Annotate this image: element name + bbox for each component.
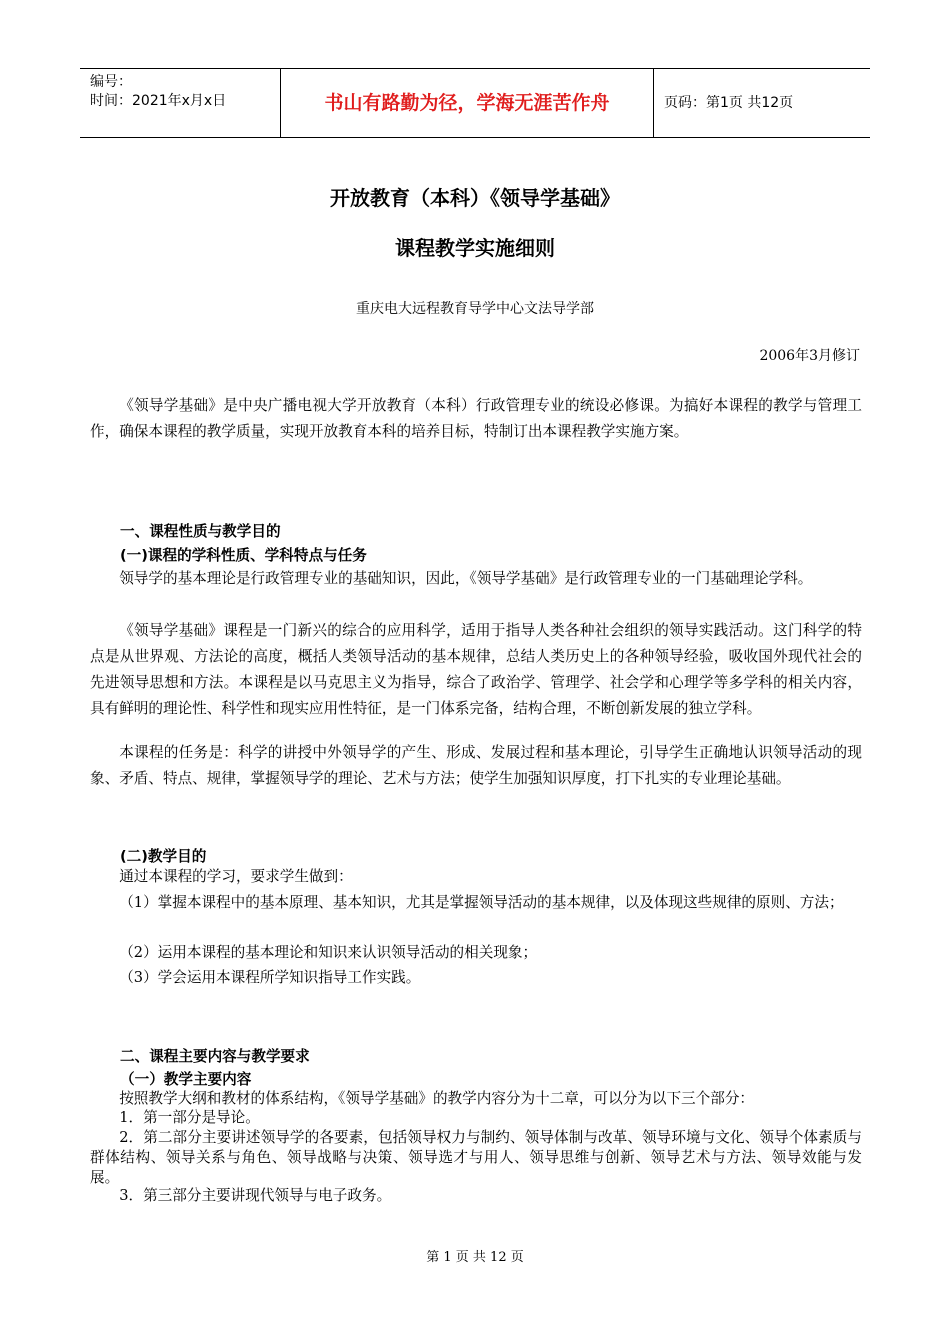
time-label: 时间：2021年x月x日 [90,93,227,109]
number-label: 编号： [90,74,132,90]
paragraph-10: 2．第二部分主要讲述领导学的各要素，包括领导权力与制约、领导体制与改革、领导环境与文化、领导个体素质与群体结构、领导关系与角色、领导战略与决策、领导选才与用人、领导思维与创新、领导艺术与方法、领导效能与发展。 [90,1129,862,1186]
paragraph-4: 通过本课程的学习，要求学生做到： [119,868,353,885]
section-2-1-heading: （一）教学主要内容 [120,1071,252,1088]
paragraph-3: 本课程的任务是：科学的讲授中外领导学的产生、形成、发展过程和基本理论，引导学生正确地认识领导活动的现象、矛盾、特点、规律，掌握领导学的理论、艺术与方法；使学生加强知识厚度，打下扎实的专业理论基础。 [90,744,862,787]
paragraph-8: 按照教学大纲和教材的体系结构，《领导学基础》的教学内容分为十二章，可以分为以下三个部分： [119,1090,755,1107]
header-info [80,69,280,137]
intro-paragraph: 《领导学基础》是中央广播电视大学开放教育（本科）行政管理专业的统设必修课。为搞好本课程的教学与管理工作，确保本课程的教学质量，实现开放教育本科的培养目标，特制订出本课程教学实施方案。 [90,397,862,440]
paragraph-9: 1．第一部分是导论。 [119,1109,260,1126]
paragraph-11: 3．第三部分主要讲现代领导与电子政务。 [119,1187,392,1204]
doc-date: 2006年3月修订 [759,348,860,364]
page-footer: 第 1 页 共 12 页 [426,1250,524,1265]
paragraph-1: 领导学的基本理论是行政管理专业的基础知识，因此，《领导学基础》是行政管理专业的一门基础理论学科。 [119,570,813,587]
section-1-1-heading: (一)课程的学科性质、学科特点与任务 [120,547,367,564]
paragraph-7: （3）学会运用本课程所学知识指导工作实践。 [119,969,421,986]
paragraph-6: （2）运用本课程的基本理论和知识来认识领导活动的相关现象； [119,944,538,961]
paragraph-5: （1）掌握本课程中的基本原理、基本知识，尤其是掌握领导活动的基本规律，以及体现这些规律的原则、方法； [119,894,844,911]
paragraph-2: 《领导学基础》课程是一门新兴的综合的应用科学，适用于指导人类各种社会组织的领导实践活动。这门科学的特点是从世界观、方法论的高度，概括人类领导活动的基本规律，总结人类历史上的各种领导经验，吸收国外现代社会的先进领导思想和方法。本课程是以马克思主义为指导，综合了政治学、管理学、社会学和心理学等多学科的相关内容，具有鲜明的理论性、科学性和现实应用性特征，是一门体系完备，结构合理，不断创新发展的独立学科。 [90,622,862,717]
header-table [80,68,870,138]
section-2-heading: 二、课程主要内容与教学要求 [120,1048,310,1065]
page-label: 页码：第1页 共12页 [664,95,794,111]
section-1-heading: 一、课程性质与教学目的 [120,523,281,540]
section-1-2-heading: (二)教学目的 [120,848,207,865]
motto: 书山有路勤为径，学海无涯苦作舟 [280,69,654,137]
doc-subtitle: 课程教学实施细则 [395,236,555,260]
doc-title: 开放教育（本科）《领导学基础》 [330,186,620,210]
doc-author: 重庆电大远程教育导学中心文法导学部 [356,301,594,317]
